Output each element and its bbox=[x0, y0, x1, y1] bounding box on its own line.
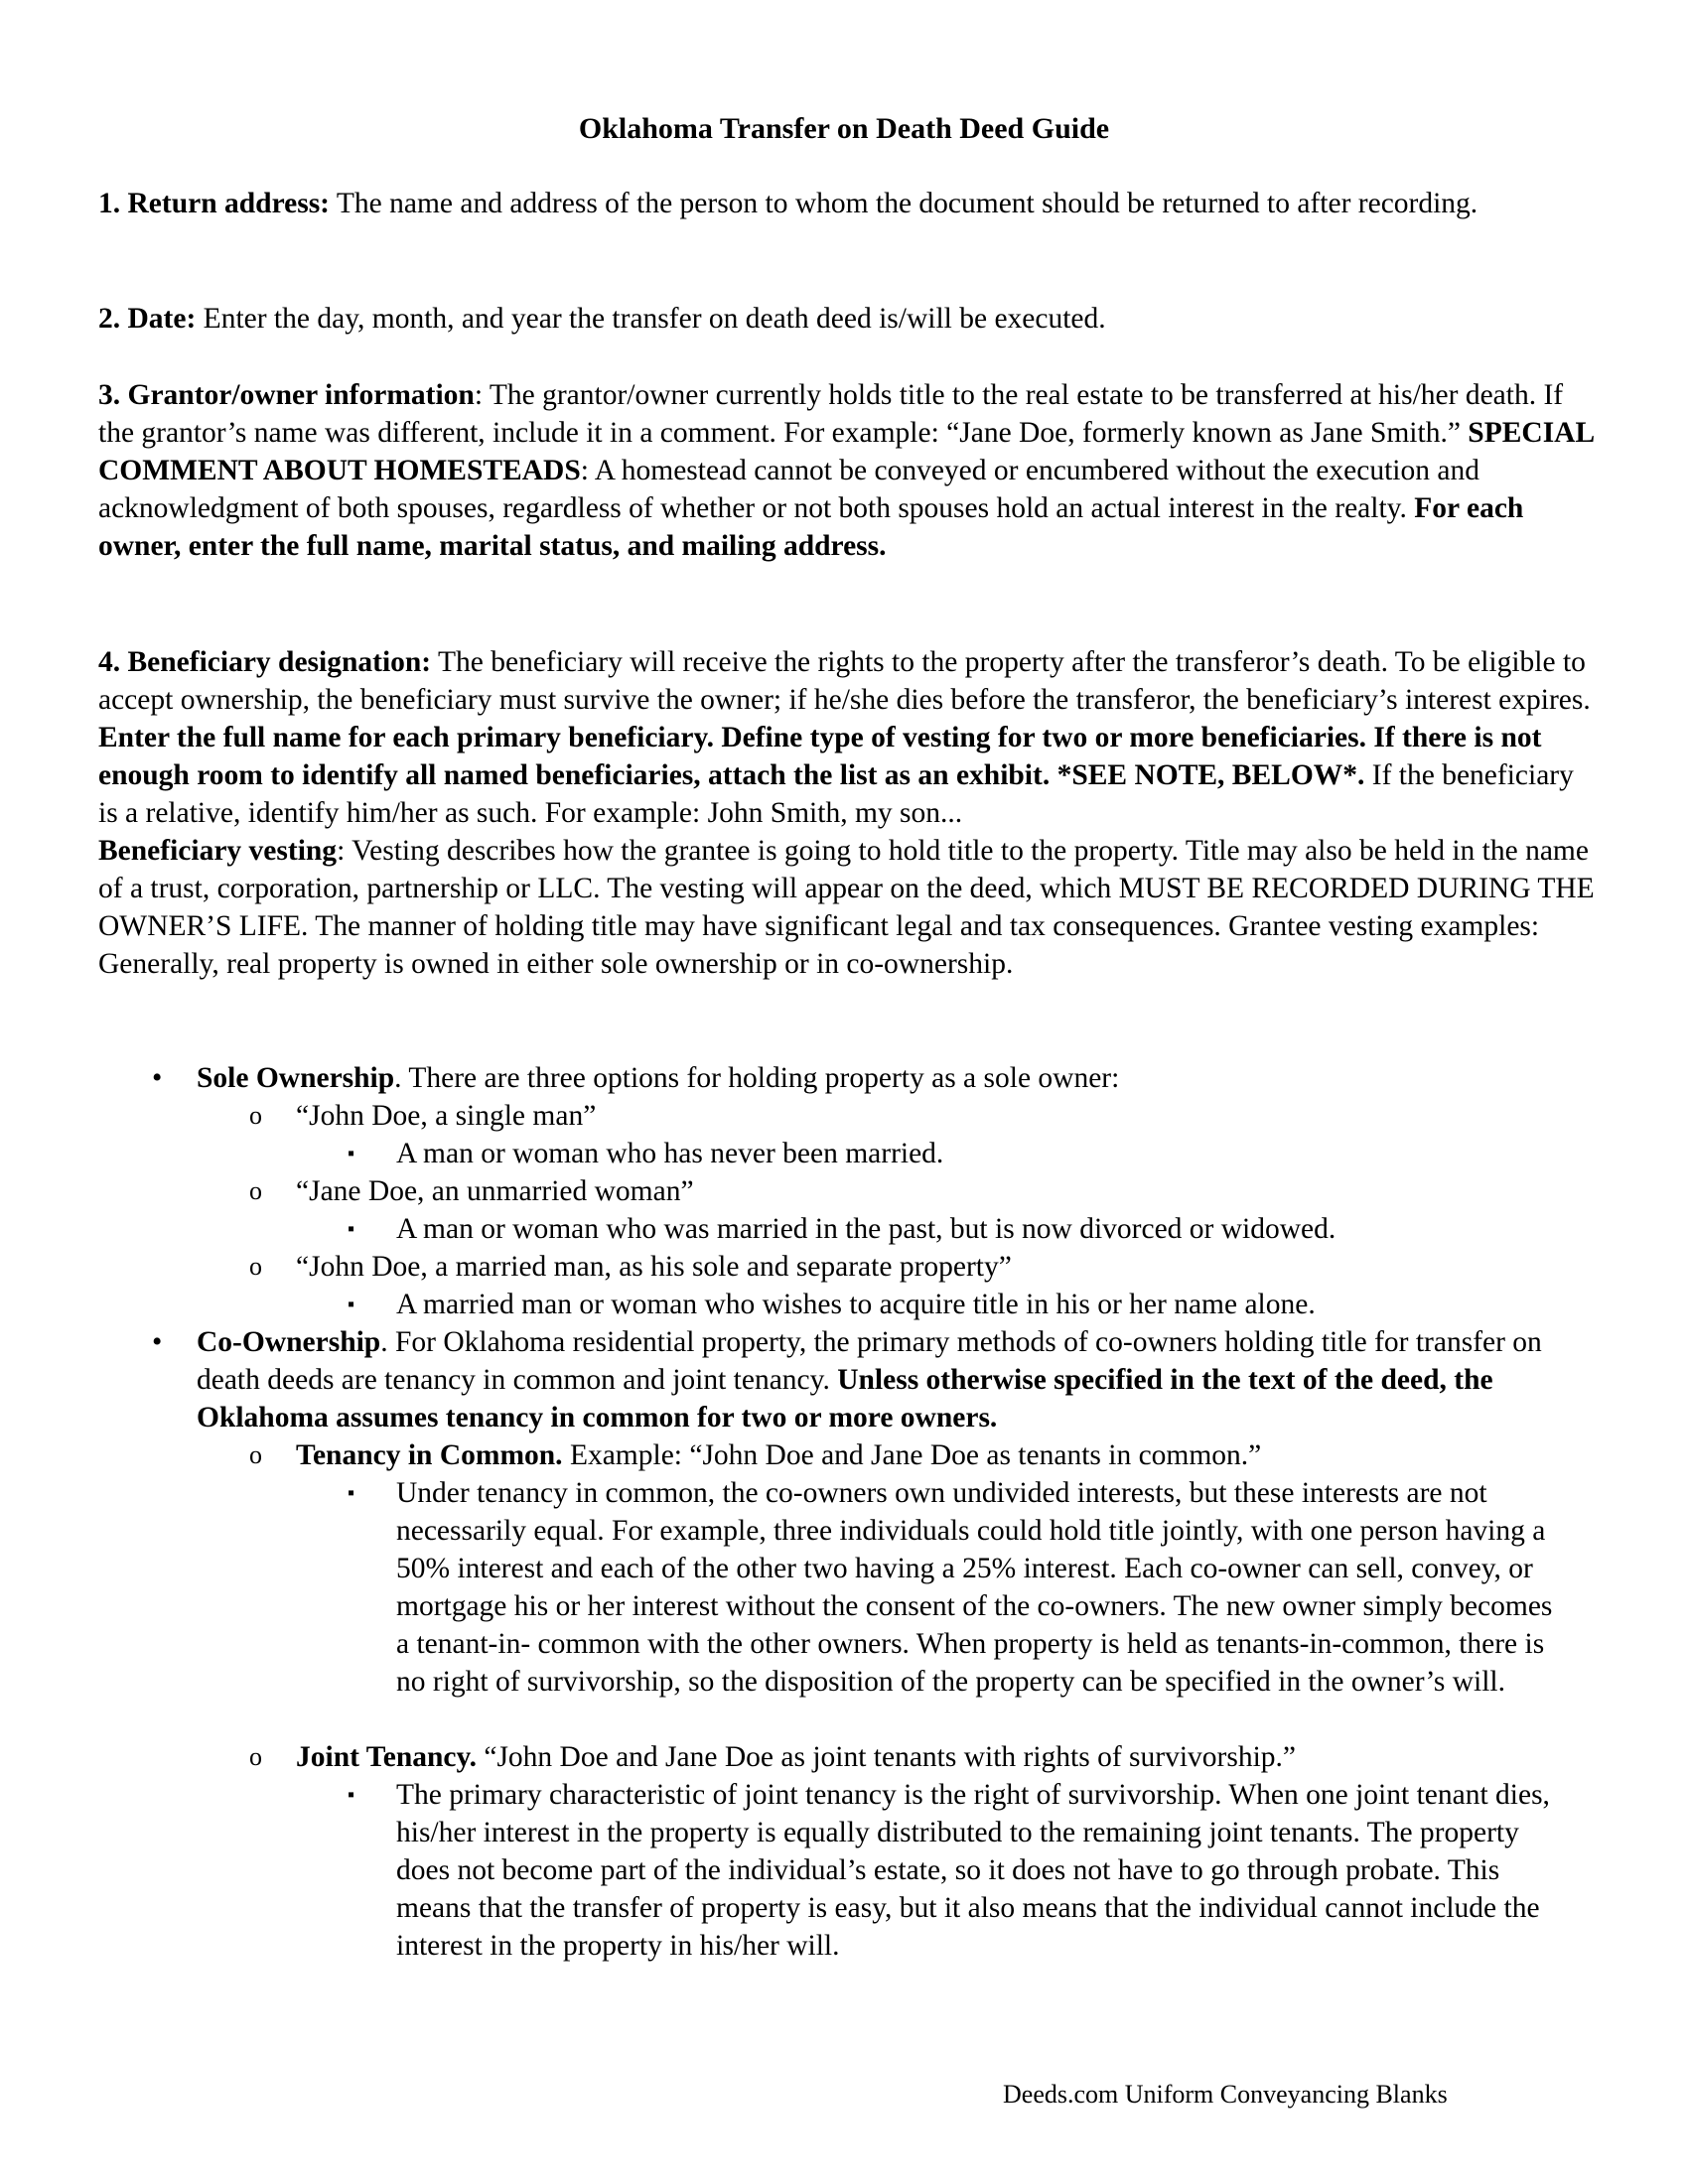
vesting-description: A man or woman who has never been married. bbox=[396, 1138, 944, 1169]
circle-bullet-marker: o bbox=[249, 1252, 262, 1281]
section-label: 3. Grantor/owner information bbox=[98, 379, 475, 411]
section-text: The name and address of the person to whom the document should be returned to after recording. bbox=[330, 188, 1478, 219]
section-text: If the beneficiary is a relative, identify him/her as such. For example: John Smith, my son... bbox=[98, 759, 1574, 829]
section-label: 4. Beneficiary designation: bbox=[98, 646, 432, 678]
joint-tenancy-label: Joint Tenancy. bbox=[296, 1741, 477, 1773]
section-text: The beneficiary will receive the rights to the property after the transferor’s death. To be eligible to accept ownership, the beneficiary must survive the owner; if he/she dies before the transferor, the beneficiary’s interest expires. bbox=[98, 646, 1591, 716]
vesting-example: “John Doe, a married man, as his sole and separate property” bbox=[296, 1251, 1012, 1283]
section-grantor-info bbox=[98, 376, 1598, 565]
vesting-description: A man or woman who was married in the past, but is now divorced or widowed. bbox=[396, 1213, 1336, 1245]
vesting-example: “Jane Doe, an unmarried woman” bbox=[296, 1175, 694, 1207]
page-title: Oklahoma Transfer on Death Deed Guide bbox=[578, 112, 1110, 145]
tenancy-common-description: Under tenancy in common, the co-owners own undivided interests, but these interests are not necessarily equal. For example, three individuals could hold title jointly, with one person having a 50% interest and each of the other two having a 25% interest. Each co-owner can sell, convey, or mortgage his or her interest without the consent of the co-owners. The new owner simply becomes a tenant-in- common with the other owners. When property is held as tenants-in-common, there is no right of survivorship, so the disposition of the property can be specified in the owner’s will. bbox=[396, 1477, 1553, 1698]
co-ownership-label: Co-Ownership bbox=[197, 1326, 381, 1358]
square-bullet-marker: ▪ bbox=[348, 1218, 355, 1240]
section-label: 2. Date: bbox=[98, 303, 197, 335]
co-ownership-bold: Unless otherwise specified in the text of the deed, the Oklahoma assumes tenancy in common for two or more owners. bbox=[197, 1364, 1493, 1433]
tenancy-common-label: Tenancy in Common. bbox=[296, 1439, 563, 1471]
owner-instruction: For each owner, enter the full name, marital status, and mailing address. bbox=[98, 492, 1524, 562]
sole-ownership-text: . There are three options for holding property as a sole owner: bbox=[394, 1062, 1120, 1094]
tenancy-common-text: Example: “John Doe and Jane Doe as tenants in common.” bbox=[562, 1439, 1262, 1471]
bullet-marker: • bbox=[152, 1326, 163, 1358]
homestead-note-label: SPECIAL COMMENT ABOUT HOMESTEADS bbox=[98, 417, 1594, 486]
co-ownership-text: . For Oklahoma residential property, the primary methods of co-owners holding title for transfer on death deeds are tenancy in common and joint tenancy. bbox=[197, 1326, 1542, 1396]
footer-text: Deeds.com Uniform Conveyancing Blanks bbox=[1003, 2080, 1448, 2109]
circle-bullet-marker: o bbox=[249, 1440, 262, 1469]
section-beneficiary bbox=[98, 643, 1598, 983]
section-date bbox=[98, 300, 1598, 338]
section-text: Enter the day, month, and year the transfer on death deed is/will be executed. bbox=[196, 303, 1106, 335]
square-bullet-marker: ▪ bbox=[348, 1143, 355, 1164]
section-text: : A homestead cannot be conveyed or encumbered without the execution and acknowledgment of both spouses, regardless of whether or not both spouses hold an actual interest in the realty. bbox=[98, 455, 1479, 524]
generally-text: Generally, real property is owned in either sole ownership or in co-ownership. bbox=[98, 948, 1014, 980]
beneficiary-instruction: Enter the full name for each primary beneficiary. Define type of vesting for two or more beneficiaries. If there is not enough room to identify all named beneficiaries, attach the list as an exhibit. *SEE NOTE, BELOW*. bbox=[98, 722, 1542, 791]
circle-bullet-marker: o bbox=[249, 1176, 262, 1205]
vesting-text: : Vesting describes how the grantee is going to hold title to the property. Title may also be held in the name of a trust, corporation, partnership or LLC. The vesting will appear on the deed, which MUST BE RECORDED DURING THE OWNER’S LIFE. The manner of holding title may have significant legal and tax consequences. Grantee vesting examples: bbox=[98, 835, 1595, 942]
square-bullet-marker: ▪ bbox=[348, 1784, 355, 1806]
section-text: : The grantor/owner currently holds title to the real estate to be transferred at his/her death. If the grantor’s name was different, include it in a comment. For example: “Jane Doe, formerly known as Jane Smith.” bbox=[98, 379, 1564, 449]
vesting-example: “John Doe, a single man” bbox=[296, 1100, 597, 1132]
circle-bullet-marker: o bbox=[249, 1742, 262, 1771]
bullet-marker: • bbox=[152, 1062, 163, 1094]
vesting-label: Beneficiary vesting bbox=[98, 835, 338, 867]
joint-tenancy-text: “John Doe and Jane Doe as joint tenants with rights of survivorship.” bbox=[476, 1741, 1297, 1773]
joint-tenancy-description: The primary characteristic of joint tenancy is the right of survivorship. When one joint tenant dies, his/her interest in the property is equally distributed to the remaining joint tenants. The property does not become part of the individual’s estate, so it does not have to go through probate. This means that the transfer of property is easy, but it also means that the individual cannot include the interest in the property in his/her will. bbox=[396, 1779, 1550, 1962]
circle-bullet-marker: o bbox=[249, 1101, 262, 1130]
square-bullet-marker: ▪ bbox=[348, 1482, 355, 1504]
vesting-description: A married man or woman who wishes to acquire title in his or her name alone. bbox=[396, 1289, 1316, 1320]
sole-ownership-label: Sole Ownership bbox=[197, 1062, 395, 1094]
square-bullet-marker: ▪ bbox=[348, 1294, 355, 1315]
section-label: 1. Return address: bbox=[98, 188, 331, 219]
section-return-address bbox=[98, 185, 1598, 222]
